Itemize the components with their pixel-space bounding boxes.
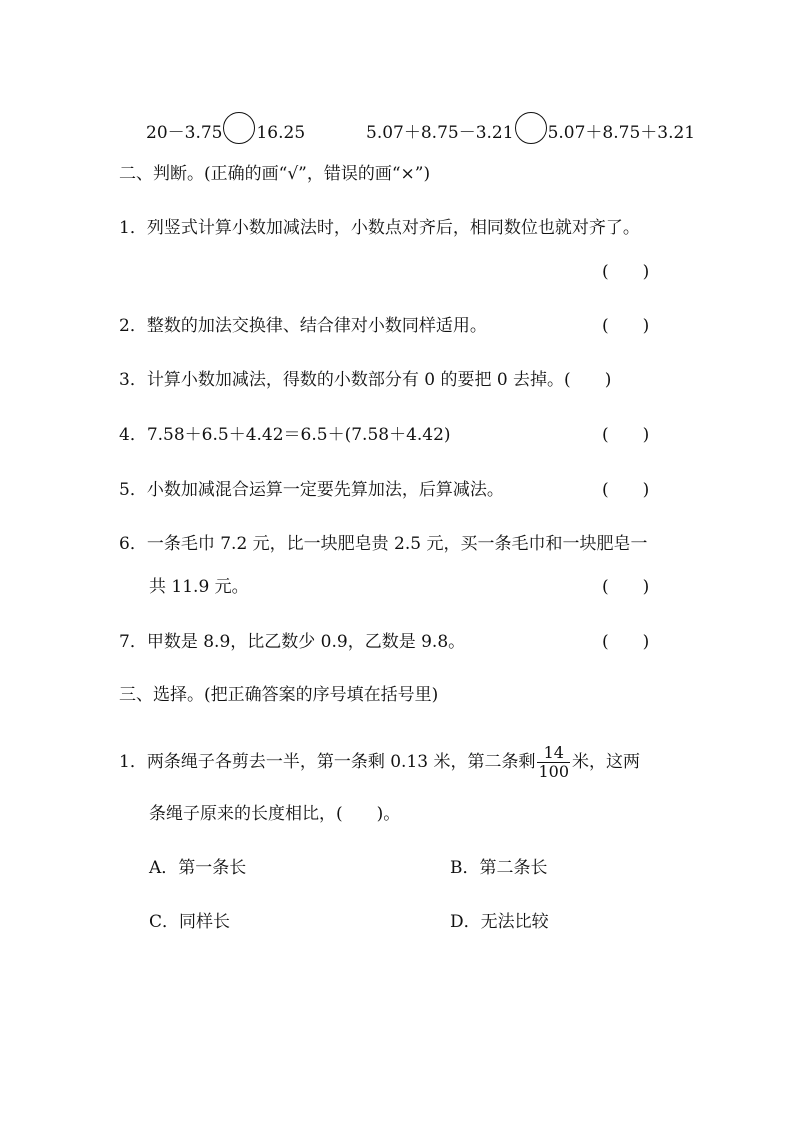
answer-paren[interactable]: ( ) — [602, 480, 650, 500]
judgement-item-2: 2．整数的加法交换律、结合律对小数同样适用。 — [119, 316, 487, 336]
judgement-item-7: 7．甲数是 8.9，比乙数少 0.9，乙数是 9.8。 — [119, 632, 466, 652]
option-b[interactable]: B．第二条长 — [450, 858, 548, 878]
answer-paren[interactable]: ( ) — [602, 262, 650, 282]
choice-question-1: 1．两条绳子各剪去一半，第一条剩 0.13 米，第二条剩 $\frac{14}{100}$ 米，这两 — [119, 743, 641, 781]
compare-circle-blank[interactable] — [515, 112, 547, 144]
option-d[interactable]: D．无法比较 — [450, 912, 549, 932]
section-heading-judgement: 二、判断。(正确的画“√”，错误的画“×”) — [119, 164, 431, 184]
choice-question-1-cont: 条绳子原来的长度相比，( )。 — [149, 804, 401, 824]
option-c[interactable]: C．同样长 — [149, 912, 231, 932]
answer-paren[interactable]: ( ) — [602, 632, 650, 652]
judgement-item-6: 6．一条毛巾 7.2 元，比一块肥皂贵 2.5 元，买一条毛巾和一块肥皂一 — [119, 534, 648, 554]
judgement-item-4: 4．7.58＋6.5＋4.42＝6.5＋(7.58＋4.42) — [119, 425, 451, 445]
fraction: $\frac{14}{100}$ — [538, 743, 570, 781]
compare-circle-blank[interactable] — [223, 112, 255, 144]
compare-right: 5.07＋8.75－3.21 5.07＋8.75＋3.21 — [366, 112, 695, 144]
judgement-item-1: 1．列竖式计算小数加减法时，小数点对齐后，相同数位也就对齐了。 — [119, 218, 640, 238]
answer-paren[interactable]: ( ) — [602, 425, 650, 445]
option-a[interactable]: A．第一条长 — [149, 858, 247, 878]
compare-left: 20－3.75 16.25 — [146, 112, 305, 144]
judgement-item-5: 5．小数加减混合运算一定要先算加法，后算减法。 — [119, 480, 504, 500]
judgement-item-3: 3．计算小数加减法，得数的小数部分有 0 的要把 0 去掉。( ) — [119, 370, 612, 390]
answer-paren[interactable]: ( ) — [602, 577, 650, 597]
section-heading-choice: 三、选择。(把正确答案的序号填在括号里) — [119, 685, 439, 705]
answer-paren[interactable]: ( ) — [602, 316, 650, 336]
judgement-item-6-cont: 共 11.9 元。 — [149, 577, 249, 597]
